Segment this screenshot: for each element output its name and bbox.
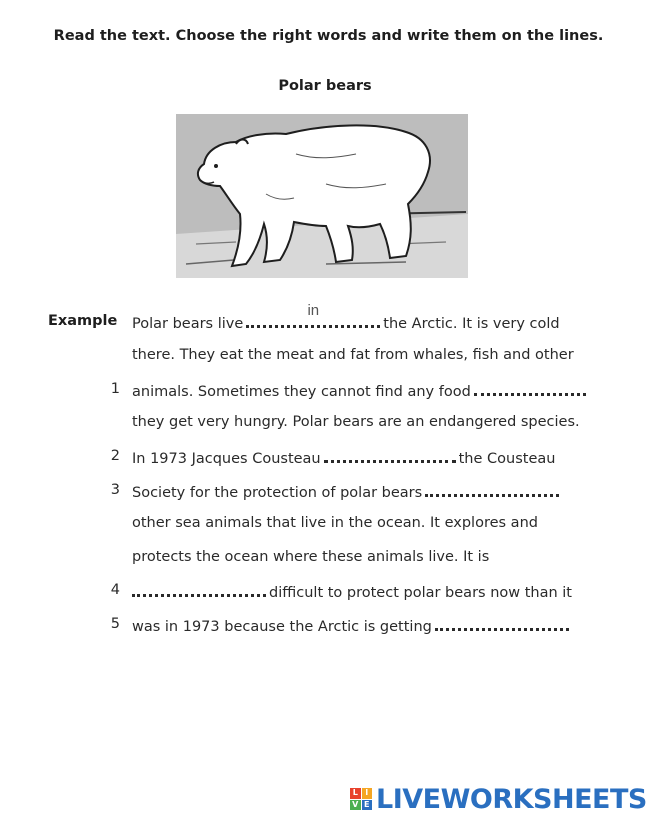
logo-text: LIVEWORKSHEETS xyxy=(376,783,647,815)
line-text-before: animals. Sometimes they cannot find any food xyxy=(132,384,471,400)
answer-blank-5[interactable] xyxy=(435,612,569,631)
line-text-before: Society for the protection of polar bears xyxy=(132,485,423,501)
answer-blank-1[interactable] xyxy=(474,377,586,396)
liveworksheets-icon xyxy=(350,788,372,810)
line-text xyxy=(132,578,572,605)
line-text: other sea animals that live in the ocean. It explores and xyxy=(132,515,538,531)
example-answer: in xyxy=(307,302,320,319)
example-label: Example xyxy=(48,313,118,329)
line-text xyxy=(132,478,562,505)
answer-blank-3[interactable] xyxy=(425,478,559,497)
polar-bear-illustration xyxy=(176,114,468,278)
question-number: 2 xyxy=(110,448,120,464)
line-text xyxy=(132,444,555,471)
line-text-after: difficult to protect polar bears now than it xyxy=(269,585,572,601)
line-text xyxy=(132,612,572,639)
logo-icon-letter: E xyxy=(362,800,373,811)
answer-input-4[interactable] xyxy=(132,574,266,594)
logo-icon-letter: L xyxy=(350,788,361,799)
question-number: 4 xyxy=(110,582,120,598)
line-text-after: the Cousteau xyxy=(458,451,556,467)
question-number: 1 xyxy=(110,381,120,397)
line-text: there. They eat the meat and fat from whales, fish and other xyxy=(132,347,574,363)
question-number: 5 xyxy=(110,616,120,632)
line-text-before: Polar bears live xyxy=(132,316,244,332)
liveworksheets-logo xyxy=(350,783,647,815)
answer-input-2[interactable] xyxy=(324,440,456,460)
line-text-after: the Arctic. It is very cold xyxy=(383,316,560,332)
line-text-before: was in 1973 because the Arctic is getting xyxy=(132,619,432,635)
line-text-before: In 1973 Jacques Cousteau xyxy=(132,451,321,467)
question-number: 3 xyxy=(110,482,120,498)
answer-blank-2[interactable] xyxy=(324,444,456,463)
logo-icon-letter: I xyxy=(362,788,373,799)
instructions: Read the text. Choose the right words and write them on the lines. xyxy=(53,28,604,44)
worksheet-title: Polar bears xyxy=(278,78,372,94)
logo-icon-letter: V xyxy=(350,800,361,811)
answer-input-5[interactable] xyxy=(435,608,569,628)
answer-blank-4[interactable] xyxy=(132,578,266,597)
answer-input-1[interactable] xyxy=(474,373,586,393)
line-text xyxy=(132,377,589,404)
line-text: they get very hungry. Polar bears are an endangered species. xyxy=(132,414,580,430)
example-blank xyxy=(246,302,380,328)
line-text: protects the ocean where these animals live. It is xyxy=(132,549,490,565)
line-text xyxy=(132,302,560,336)
answer-input-3[interactable] xyxy=(425,474,559,494)
